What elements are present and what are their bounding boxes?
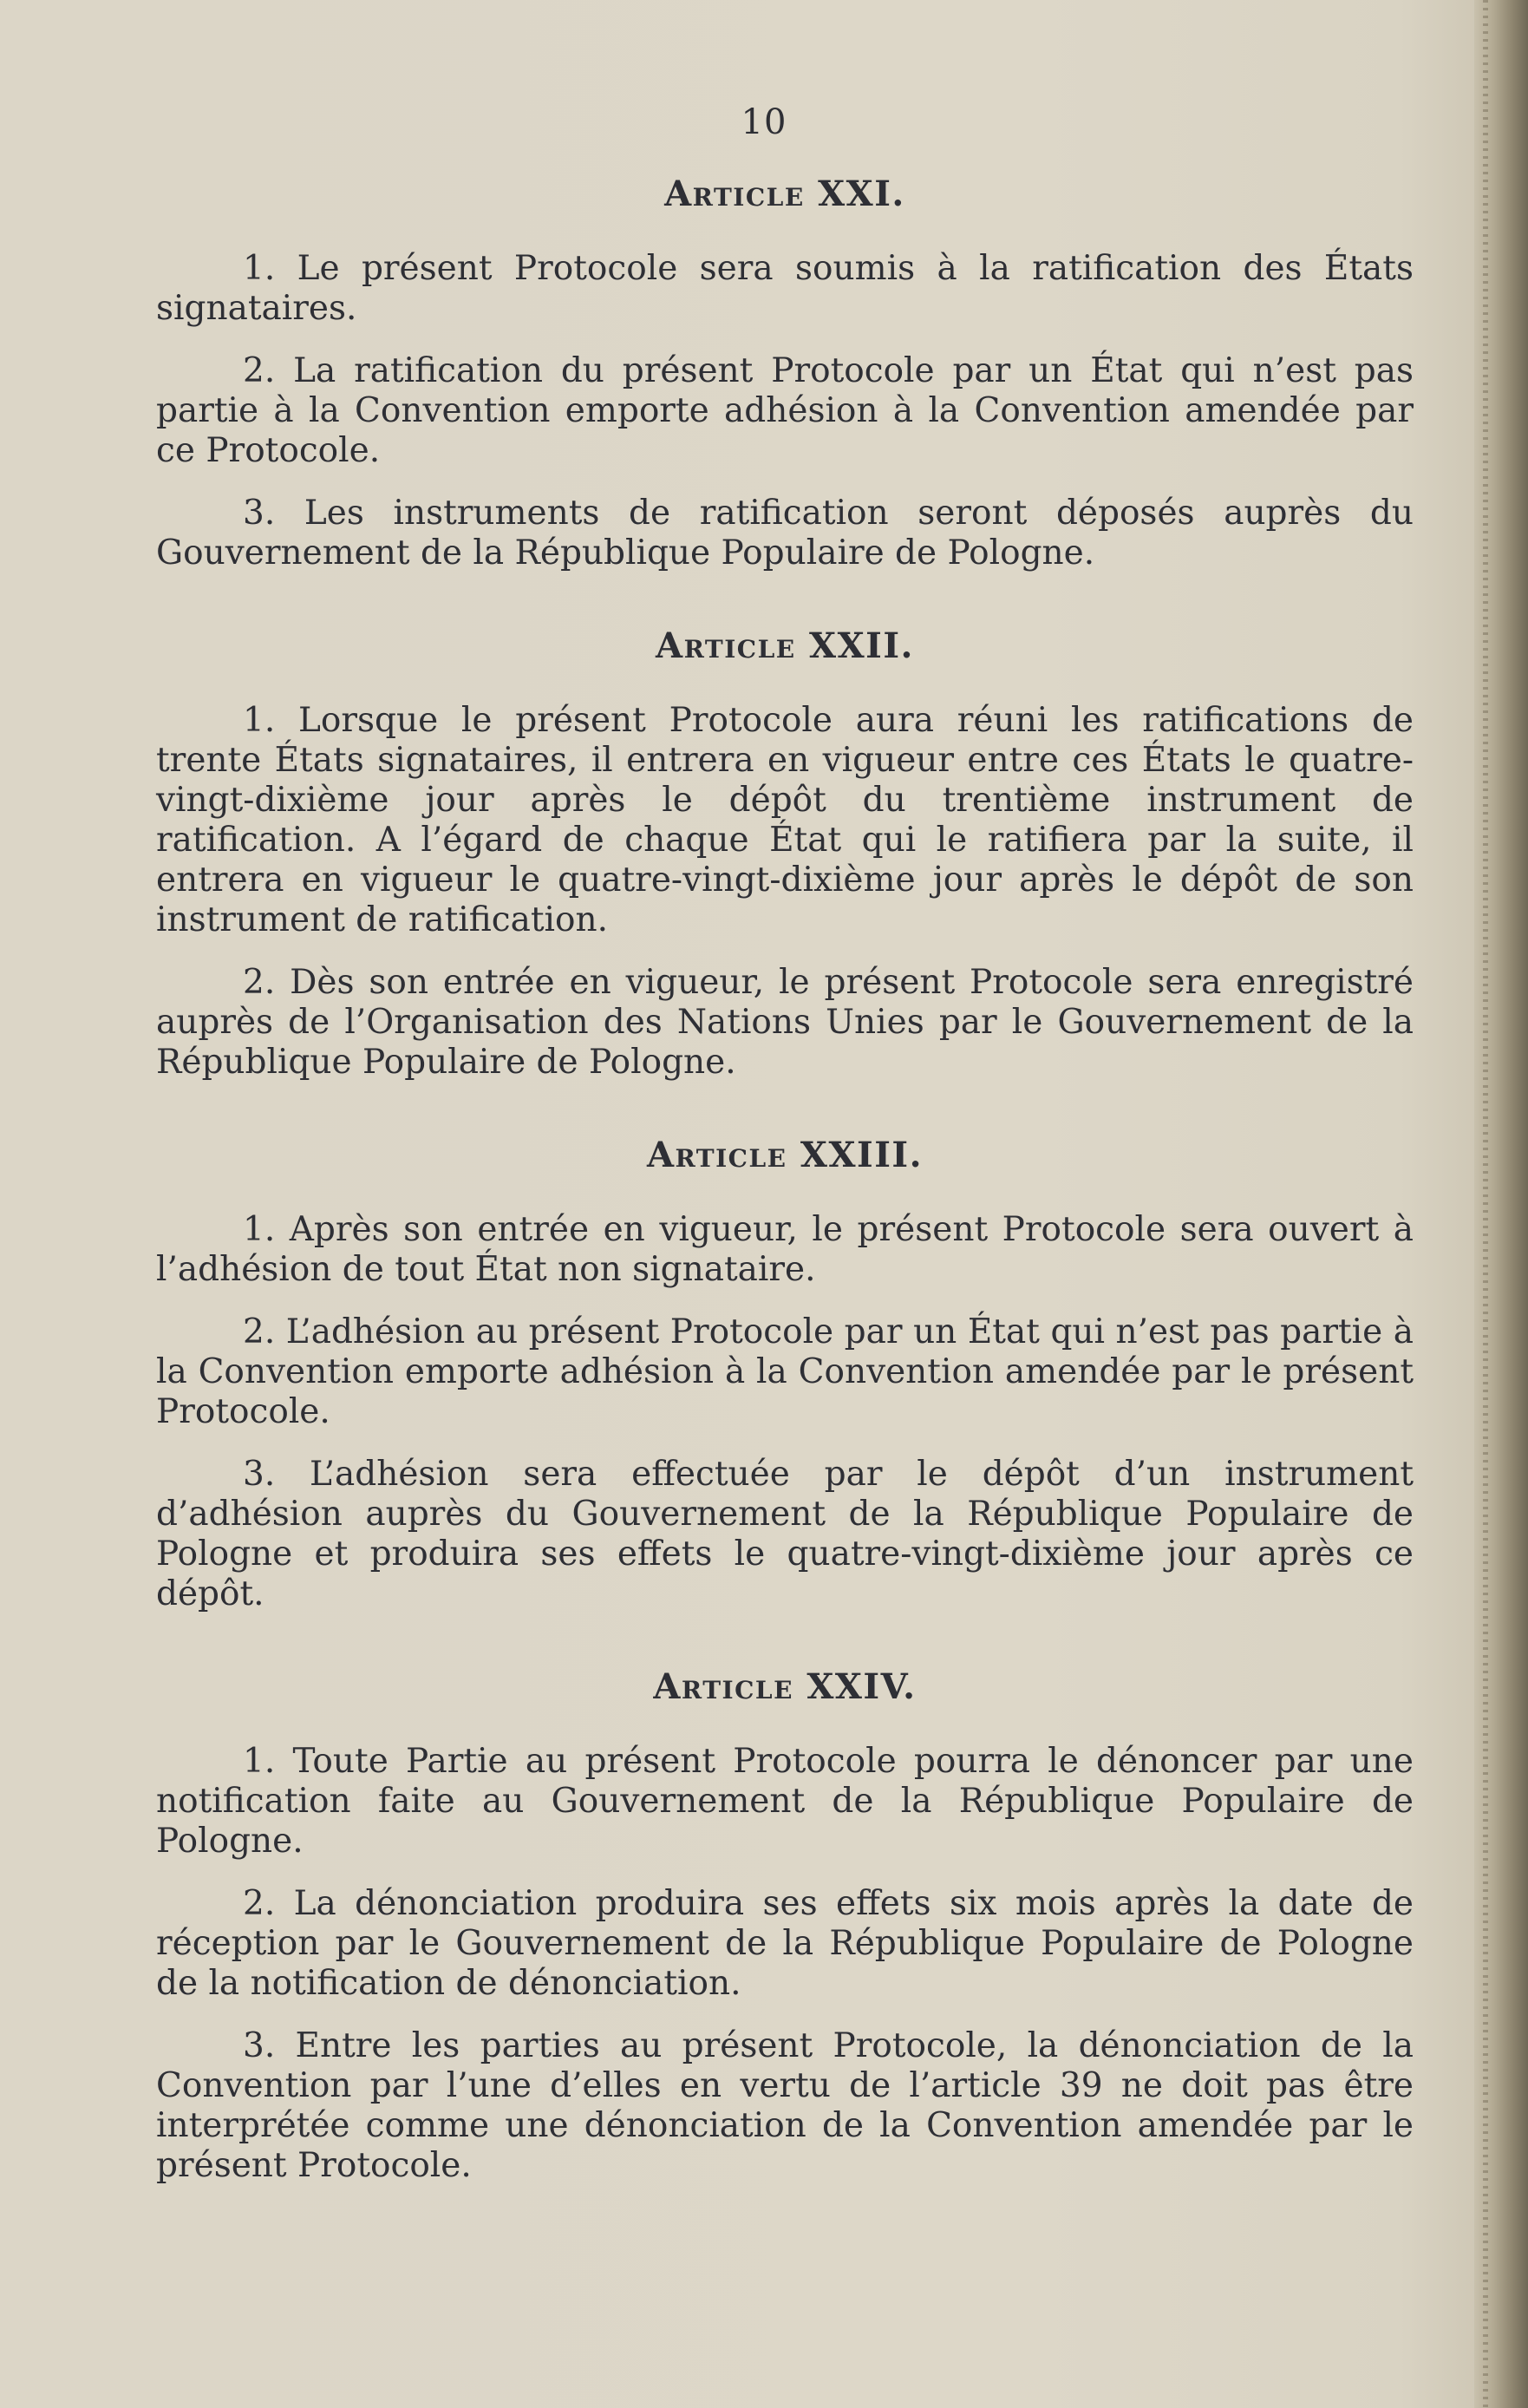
article-paragraph: 1. Le présent Protocole sera soumis à la ratification des États signataires. — [156, 249, 1414, 328]
article-title: Article XXI. — [664, 173, 905, 214]
article-xxiv — [156, 1666, 1414, 2186]
article-paragraph: 2. La dénonciation produira ses effets six mois après la date de réception par le Gouvernement de la République Populaire de Pologne de la notification de dénonciation. — [156, 1884, 1414, 2003]
article-paragraph: 2. L’adhésion au présent Protocole par un État qui n’est pas partie à la Convention emporte adhésion à la Convention amendée par le présent Protocole. — [156, 1312, 1414, 1431]
article-xxi — [156, 173, 1414, 573]
page-number: 10 — [741, 102, 787, 142]
article-paragraph: 3. L’adhésion sera effectuée par le dépôt d’un instrument d’adhésion auprès du Gouvernement de la République Populaire de Pologne et produira ses effets le quatre-vingt-dixième jour après ce dépôt. — [156, 1455, 1414, 1613]
article-xxii — [156, 625, 1414, 1083]
article-paragraph: 3. Les instruments de ratification seront déposés auprès du Gouvernement de la République Populaire de Pologne. — [156, 494, 1414, 573]
article-title: Article XXII. — [656, 625, 914, 666]
article-title: Article XXIV. — [653, 1666, 917, 1707]
article-paragraph: 1. Après son entrée en vigueur, le présent Protocole sera ouvert à l’adhésion de tout État non signataire. — [156, 1210, 1414, 1289]
article-paragraph: 3. Entre les parties au présent Protocole, la dénonciation de la Convention par l’une d’elles en vertu de l’article 39 ne doit pas être interprétée comme une dénonciation de la Convention amendée par le présent Protocole. — [156, 2026, 1414, 2185]
page-edge-shadow — [1474, 0, 1528, 2408]
article-paragraph: 2. La ratification du présent Protocole par un État qui n’est pas partie à la Convention emporte adhésion à la Convention amendée par ce Protocole. — [156, 351, 1414, 470]
article-title: Article XXIII. — [646, 1135, 924, 1175]
article-paragraph: 2. Dès son entrée en vigueur, le présent Protocole sera enregistré auprès de l’Organisation des Nations Unies par le Gouvernement de la République Populaire de Pologne. — [156, 963, 1414, 1082]
article-xxiii — [156, 1135, 1414, 1614]
document-body — [156, 173, 1414, 2238]
article-paragraph: 1. Lorsque le présent Protocole aura réuni les ratifications de trente États signataires, il entrera en vigueur entre ces États le quatre-vingt-dixième jour après le dépôt du trentième instrument de ratification. A l’égard de chaque État qui le ratifiera par la suite, il entrera en vigueur le quatre-vingt-dixième jour après le dépôt de son instrument de ratification. — [156, 701, 1414, 939]
article-paragraph: 1. Toute Partie au présent Protocole pourra le dénoncer par une notification faite au Gouvernement de la République Populaire de Pologne. — [156, 1742, 1414, 1861]
